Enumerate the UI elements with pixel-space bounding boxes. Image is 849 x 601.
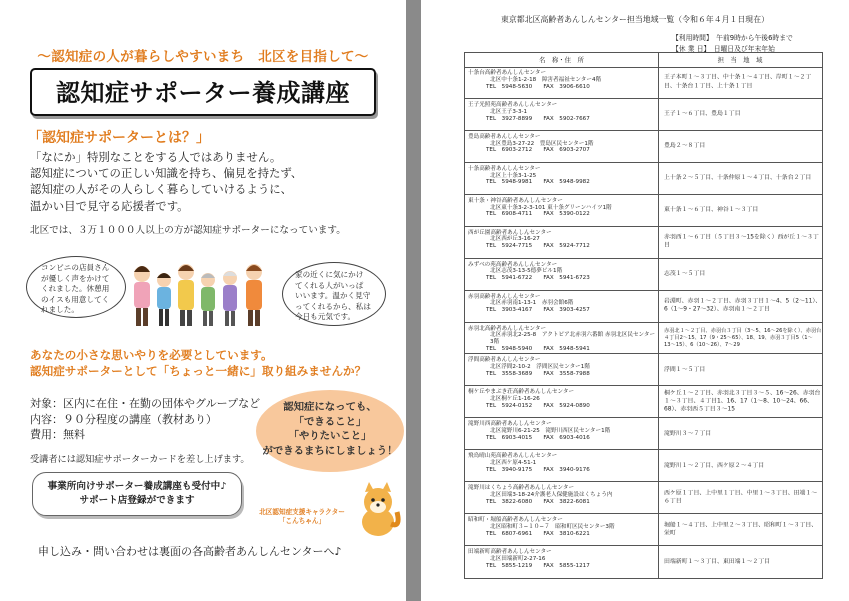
slogan-circle [256,390,404,472]
table-row [465,259,822,291]
center-phone: TEL 6908-4711 FAX 5390-0122 [486,211,590,218]
bubble-line: てくれる人がいっぱ [295,280,364,290]
center-info [468,262,656,282]
table-row [465,386,822,418]
center-info [468,198,656,218]
header-area: 担 当 地 域 [717,56,763,64]
bubble-line: のイスも用意してく [41,294,110,304]
table-row [465,354,822,386]
center-name: 浮間高齢者あんしんセンター [468,357,541,364]
area-text: 王子本町１〜３丁目、中十条１〜４丁目、岸町１〜２丁目、十条台１丁目、上十条１丁目 [664,75,812,90]
bubble-line: が優しく声をかけて [41,273,110,283]
mascot-caption [242,508,362,526]
center-phone: TEL 3927-8899 FAX 5902-7667 [486,115,590,122]
table-header [465,53,822,68]
person-5 [223,271,237,326]
supporter-count-text: 北区では、３万１０００人以上の方が認知症サポーターになっています。 [30,225,346,236]
center-address: 北区浮間2-10-2 浮間区民センター1階 [490,364,590,371]
center-address: 北区田端新町2-27-16 [490,555,546,562]
center-table [464,52,823,579]
intro-text [30,149,400,214]
bubble-line: コンビニの店員さん [41,263,110,272]
speech-bubble-left [26,256,126,318]
left-page [0,0,406,601]
holiday-line: 【休 業 日】 日曜日及び年末年始 [672,44,775,53]
list-title: 東京都北区高齢者あんしんセンター担当地域一覧（令和６年４月１日現在） [501,15,769,24]
center-address: 北区桐ケ丘1-16-26 [490,396,540,403]
center-info [468,485,656,505]
center-phone: TEL 3822-6080 FAX 3822-6081 [486,498,590,505]
bubble-line: くれました。休憩用 [41,284,110,293]
table-row [465,546,822,578]
area-text: 堀船１〜４丁目、上中里２〜３丁目、昭和町１〜３丁目、栄町 [664,522,818,537]
hours-line: 【利用時間】 午前9時から午後6時まで [672,34,793,42]
person-2 [157,273,171,326]
center-name: 西が丘園高齢者あんしんセンター [468,229,552,236]
center-phone: TEL 5924-7715 FAX 5924-7712 [486,243,590,250]
center-name: 赤羽高齢者あんしんセンター [468,293,541,300]
intro-line: 認知症の人がその人らしく暮らしていけるように、 [30,182,292,197]
contact-text: 申し込み・問い合わせは裏面の各高齢者あんしんセンターへ♪ [38,545,342,558]
bubble-line: ってくれるから、私は [295,301,371,311]
appeal-line: あなたの小さな思いやりを必要としています。 [30,348,273,362]
center-address: 北区王子3-3-1 [490,108,528,115]
center-info [468,517,656,537]
center-phone: TEL 3558-3689 FAX 3558-7988 [486,371,590,378]
person-6 [246,264,262,326]
person-1 [134,266,150,326]
table-row [465,482,822,514]
area-text: 西ケ原１丁目、上中里１丁目、中里１〜３丁目、田端１〜６丁目 [664,490,818,505]
course-details [30,396,260,443]
area-text: 赤羽北１〜２丁目、赤羽台３丁目（3〜5、16〜26を除く）、赤羽台４丁目2〜15、17（9・25〜65）、18、19、赤羽３丁目5（1〜13〜15）、6（10〜26）、7〜29 [664,327,822,348]
slogan-line: ができるまちにしましょう！ [262,444,398,457]
right-page [421,0,849,601]
person-4 [201,273,215,326]
area-text: 滝野川３〜７丁目 [664,430,712,437]
hours-info [672,33,793,54]
intro-line: 認知症についての正しい知識を持ち、偏見を持たず、 [30,166,303,181]
appeal-line: 認知症サポーターとして「ちょっと一緒に」取り組みませんか？ [30,364,367,378]
intro-line: 温かい目で見守る応援者です。 [30,198,189,213]
center-phone: TEL 5948-5940 FAX 5948-5941 [486,345,590,352]
center-phone: TEL 6807-6961 FAX 3810-6221 [486,530,590,537]
mascot-caption-line: 北区認知症支援キャラクター [259,508,345,516]
center-info [468,453,656,473]
page-title: 認知症サポーター養成講座 [56,79,350,107]
bubble-line: れました。 [41,305,79,314]
center-info [468,326,656,353]
area-text: 上十条２〜５丁目、十条仲原１〜４丁目、十条台２丁目 [664,175,812,182]
center-address: 北区赤羽南1-13-1 赤羽会館6階 [490,300,574,307]
area-text: 桐ケ丘１〜２丁目、赤羽北３丁目３〜５、16〜26、赤羽台１〜３丁目、４丁目1、16、17（1〜8、10〜24、66、68）、赤羽西５丁目３〜15 [664,390,821,413]
center-address: 北区豊島3-27-22 豊島区民センター1階 [490,140,594,147]
center-address: 北区西ケ原4-51-1 [490,460,537,467]
slogan-line: 認知症になっても、 [283,401,377,413]
section-heading: 「認知症サポーターとは？」 [28,130,210,146]
table-row [465,163,822,195]
center-phone: TEL 6903-4015 FAX 6903-4016 [486,434,590,441]
table-row [465,131,822,163]
business-line: 事業所向けサポーター養成講座も受付中♪ [47,481,227,492]
center-address: 北区滝野川6-21-25 滝野川西区民センター1階 [490,428,611,435]
center-name: 桐ケ丘やまぶき荘高齢者あんしんセンター [468,389,575,396]
area-text: 赤羽西１〜６丁目（５丁目３〜15を除く）西が丘１〜３丁目 [664,234,819,250]
slogan-line: 「やりたいこと」 [288,430,372,443]
area-text: 浮間１〜５丁目 [664,366,706,373]
bubble-line: 今日も元気です。 [295,312,356,321]
center-name: 十条高齢者あんしんセンター [468,165,541,172]
detail-line: 費用：無料 [30,428,85,442]
center-name: 東十条・神谷高齢者あんしんセンター [468,197,563,204]
center-phone: TEL 5941-6722 FAX 5941-6723 [486,275,590,282]
table-row [465,227,822,259]
center-address: 北区志茂3-13-5德夢ビル1階 [490,268,563,275]
center-name: みずべの苑高齢者あんしんセンター [468,261,558,268]
table-row [465,323,822,355]
center-name: 豊島高齢者あんしんセンター [468,133,541,140]
table-row [465,418,822,450]
table-row [465,450,822,482]
center-info [468,294,656,314]
center-phone: TEL 3903-4167 FAX 3903-4257 [486,307,590,314]
subtitle: 〜認知症の人が暮らしやすいまち 北区を目指して〜 [37,49,369,65]
center-phone: TEL 3940-9175 FAX 3940-9176 [486,466,590,473]
center-address: 北区東十条3-2-3-101 東十条グリーンハイツ1階 [490,204,612,211]
business-course-box [32,472,242,516]
center-name: 赤羽北高齢者あんしんセンター [468,325,547,332]
center-info [468,549,656,569]
center-name: 滝野川はくちょう高齢者あんしんセンター [468,485,575,492]
center-info [468,230,656,250]
center-name: 田端新町高齢者あんしんセンター [468,549,552,556]
title-box [30,68,376,116]
table-row [465,195,822,227]
people-illustration [128,260,280,330]
center-info [468,421,656,441]
area-text: 王子１〜６丁目、豊島１丁目 [664,111,741,118]
appeal-text [30,347,400,379]
center-name: 昭和町・堀船高齢者あんしんセンター [468,517,563,524]
area-text: 岩淵町、赤羽１〜２丁目、赤羽３丁目１〜4、5（2〜11）、6（1〜9・27〜32）、赤羽南１〜２丁目 [664,298,822,314]
bubble-line: いいます。温かく見守 [295,291,371,300]
center-address: 北区田端3-18-24介護老人保健施設はくちょう内 [490,491,613,498]
center-phone: TEL 5948-5630 FAX 3906-6610 [486,83,590,90]
speech-bubble-right [282,262,386,326]
business-line: サポート店登録ができます [79,495,195,506]
center-address: 北区西が丘3-16-27 [490,236,540,243]
intro-line: 「なにか」特別なことをする人ではありません。 [30,150,282,164]
center-name: 飛鳥晴山苑高齢者あんしんセンター [468,453,558,460]
center-phone: TEL 5855-1219 FAX 5855-1217 [486,562,590,569]
table-row [465,514,822,546]
center-info [468,70,656,90]
area-text: 東十条１〜６丁目、神谷１〜３丁目 [664,207,759,214]
header-center: 名 称・住 所 [539,56,584,64]
table-row [465,67,822,99]
slogan-line: 「できること」 [293,415,367,428]
bubble-line: 家の近くに気にかけ [295,270,364,279]
center-address: 北区中十条1-2-18 障害者福祉センター4階 [490,76,602,83]
mascot-caption-line: 「こんちゃん」 [278,517,326,525]
area-text: 志茂１〜５丁目 [664,270,706,277]
person-3 [178,264,194,326]
area-text: 豊島２〜８丁目 [664,143,706,150]
card-note: 受講者には認知症サポーターカードを差し上げます。 [30,454,250,465]
center-name: 十条台高齢者あんしんセンター [468,70,547,76]
area-text: 滝野川１〜２丁目、西ケ原２〜４丁目 [664,462,765,469]
table-row [465,99,822,131]
center-phone: TEL 5948-9981 FAX 5948-9982 [486,179,590,186]
center-info [468,357,656,377]
center-info [468,134,656,154]
detail-line: 対象：区内に在住・在勤の団体やグループなど [30,397,261,410]
center-info [468,389,656,409]
table-row [465,291,822,323]
center-name: 滝野川西高齢者あんしんセンター [468,421,552,428]
center-phone: TEL 5924-0152 FAX 5924-0890 [486,402,590,409]
center-name: 王子光照苑高齢者あんしんセンター [468,101,558,108]
center-address: 北区赤羽北2-25-8 アクトピア北赤羽六番館 赤羽北区民センター3階 [490,332,656,346]
mascot-fox-illustration [355,482,401,538]
detail-line: 内容：９０分程度の講座（教材あり） [30,412,217,426]
center-address: 北区昭和町３−１０−７ 昭和町区民センター3階 [490,523,615,530]
center-info [468,166,656,186]
center-phone: TEL 6903-2712 FAX 6903-2707 [486,147,590,154]
center-address: 北区上十条3-1-25 [490,172,537,179]
center-info [468,102,656,122]
area-text: 田端新町１〜３丁目、東田端１〜２丁目 [664,558,771,565]
